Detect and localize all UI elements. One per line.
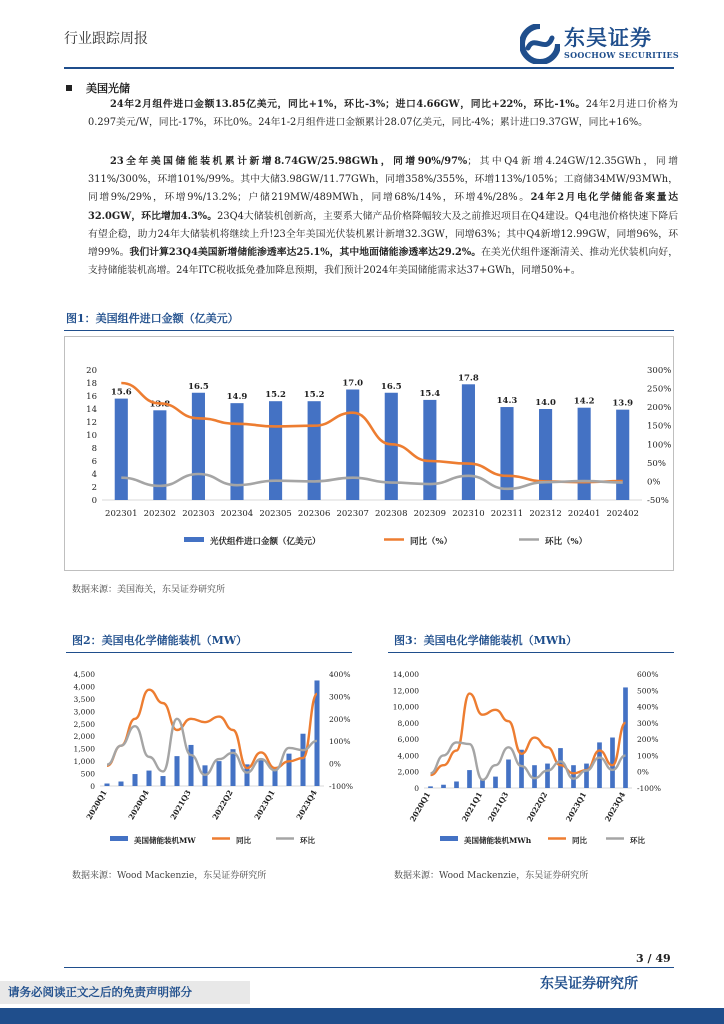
fig1-yleft-tick: 10 — [86, 431, 97, 441]
fig3-yright-tick: 300% — [637, 718, 659, 728]
fig2-bar — [160, 776, 165, 786]
fig3-bar — [480, 780, 485, 788]
page-number: 3 / 49 — [636, 952, 671, 965]
fig2-yleft-tick: 0 — [90, 782, 95, 791]
fig3-source: 数据来源：Wood Mackenzie，东吴证券研究所 — [394, 871, 589, 881]
fig2-yleft-tick: 3,500 — [73, 694, 95, 704]
fig1-yright-tick: 200% — [647, 403, 672, 414]
fig1-bar — [308, 401, 321, 500]
para2-bold3: 我们计算23Q4美国新增储能渗透率达25.1%，其中地面储能渗透率达29.2%。 — [129, 247, 482, 259]
fig2-x-tick: 2021Q3 — [168, 788, 193, 822]
fig2-yleft-tick: 4,000 — [73, 682, 95, 692]
fig2-bar — [300, 734, 305, 786]
paragraph-module-imports — [88, 96, 678, 132]
fig3-bar — [623, 687, 628, 788]
fig3-divider — [388, 652, 674, 653]
fig1-bar-label: 14.3 — [496, 396, 518, 407]
footer-org: 东吴证券研究所 — [540, 976, 638, 992]
fig2-legend-label: 同比 — [236, 836, 251, 845]
fig3-yleft-tick: 8,000 — [397, 718, 419, 728]
fig3-bar — [467, 770, 472, 788]
para2-bold1: 23全年美国储能装机累计新增8.74GW/25.98GWh，同增90%/97% — [110, 156, 468, 167]
section-heading — [66, 80, 130, 96]
fig1-bar — [500, 407, 513, 500]
fig1-yright-tick: 300% — [647, 366, 672, 376]
disclaimer-box — [0, 981, 250, 1004]
fig1-yleft-tick: 2 — [91, 483, 97, 493]
fig3-x-tick: 2021Q3 — [486, 790, 511, 824]
fig1-legend-label: 光伏组件进口金额（亿美元） — [210, 537, 321, 547]
fig1-yright-tick: 150% — [647, 421, 672, 432]
fig1-yright-tick: -50% — [647, 496, 669, 506]
fig1-yleft-tick: 16 — [86, 392, 97, 402]
fig3-x-tick: 2020Q1 — [408, 790, 433, 824]
fig1-x-tick: 202303 — [182, 509, 215, 519]
fig1-x-tick: 202301 — [105, 509, 138, 519]
para1-bold: 24年2月组件进口金额13.85亿美元，同比+1%，环比-3%；进口4.66GW，同比+22%，环比-1%。 — [110, 99, 586, 110]
fig2-yright-tick: 300% — [329, 692, 351, 702]
fig3-yright-tick: -100% — [637, 784, 661, 793]
fig3-line-yoy — [431, 694, 626, 775]
fig2-bar — [258, 760, 263, 786]
para1-text: 24年2月进口价格为0.297美元/W，同比-17%，环比0%。24年1-2月组件进口金额累计28.07亿美元，同比-4%；累计进口9.37GW，同比+16%。 — [88, 99, 678, 129]
fig2-line-mom — [107, 719, 317, 775]
fig2-chart — [64, 658, 354, 853]
fig3-bar — [506, 760, 511, 789]
fig3-yright-tick: 500% — [637, 686, 659, 696]
fig3-x-tick: 2021Q1 — [460, 790, 485, 824]
fig1-bar-label: 15.6 — [110, 387, 132, 398]
bottom-bar — [0, 1008, 724, 1024]
fig1-bar — [346, 390, 359, 501]
fig3-yright-tick: 600% — [637, 670, 659, 679]
fig1-x-tick: 202307 — [336, 509, 369, 519]
fig3-title: 图3：美国电化学储能装机（MWh） — [394, 634, 578, 647]
fig1-bar-label: 15.2 — [265, 390, 286, 401]
fig1-bar-label: 14.0 — [535, 398, 556, 408]
fig3-bar — [428, 786, 433, 788]
fig1-title: 图1：美国组件进口金额（亿美元） — [66, 312, 239, 325]
disclaimer-text: 请务必阅读正文之后的免责声明部分 — [8, 985, 192, 999]
fig3-bar — [571, 765, 576, 788]
fig1-yleft-tick: 14 — [86, 405, 97, 415]
fig2-x-tick: 2020Q1 — [84, 788, 109, 822]
fig1-legend-swatch-bar — [184, 537, 204, 542]
para2-text1: ；其中Q4新增4.24GW/12.35GWh，同增311%/300%，环增101%/99%。其中大储3.98GW/11.77GWh，同增358%/355%，环增113%/105%；工商储34MW/93MWh，同增9%/29%，环增9%/13.2%；户储219MW/489MWh，同增68%/14%，环增4%/28%。 — [88, 156, 679, 204]
fig1-x-tick: 202308 — [375, 509, 408, 519]
fig1-bar-label: 14.2 — [573, 396, 595, 407]
fig2-legend-swatch-bar — [110, 836, 128, 841]
fig2-bar — [216, 761, 221, 786]
fig2-yright-tick: 0% — [329, 759, 341, 769]
para2-text2: 23Q4大储装机创新高，主要系大储产品价格降幅较大及之前推迟项目在Q4建设。Q4电池价格快速下降后有望企稳，助力24年大储装机将继续上升!23全年美国光伏装机累计新增32.3GW，同增63%；其中Q4新增12.99GW，同增96%，环增99%。 — [88, 210, 678, 259]
fig1-divider — [64, 330, 674, 331]
fig1-legend-label: 同比（%） — [410, 537, 453, 547]
paragraph-storage — [88, 153, 678, 280]
fig1-bar-label: 16.5 — [380, 381, 402, 392]
fig3-bar — [454, 781, 459, 788]
footer-divider — [64, 967, 674, 968]
fig2-yleft-tick: 4,500 — [73, 670, 95, 679]
fig1-x-tick: 202401 — [567, 509, 601, 519]
fig1-yleft-tick: 4 — [91, 470, 97, 480]
fig1-yleft-tick: 0 — [91, 496, 97, 506]
fig1-x-tick: 202310 — [452, 509, 485, 519]
fig1-yright-tick: 50% — [647, 458, 666, 469]
fig1-bar — [539, 409, 552, 500]
fig1-x-tick: 202311 — [490, 509, 524, 519]
fig1-yleft-tick: 8 — [91, 444, 97, 454]
fig3-chart — [384, 658, 676, 853]
fig1-yright-tick: 0% — [647, 477, 661, 488]
fig3-yleft-tick: 14,000 — [392, 670, 419, 679]
fig3-bar — [441, 785, 446, 788]
fig3-x-tick: 2022Q2 — [525, 790, 550, 824]
fig2-yleft-tick: 1,000 — [73, 757, 95, 767]
fig1-bar-label: 15.2 — [303, 390, 325, 401]
fig2-yleft-tick: 1,500 — [73, 744, 95, 754]
fig3-yright-tick: 400% — [637, 702, 659, 712]
fig2-yright-tick: 400% — [329, 670, 351, 679]
logo-text-cn: 东吴证券 — [564, 25, 652, 50]
fig3-bar — [558, 748, 563, 788]
fig2-yleft-tick: 500 — [80, 769, 95, 779]
fig1-bar — [115, 399, 128, 500]
fig2-legend-label: 环比 — [300, 836, 315, 845]
fig2-x-tick: 2023Q1 — [252, 788, 277, 822]
para2-bold2: 24年2月电化学储能备案量达32.0GW，环比增加4.3%。 — [88, 192, 678, 222]
fig3-x-tick: 2023Q4 — [603, 790, 628, 824]
logo-text-en: SOOCHOW SECURITIES — [564, 50, 679, 60]
logo-mark-icon — [520, 24, 560, 64]
fig1-bar-label: 17.8 — [458, 373, 479, 384]
fig1-bar-label: 16.5 — [188, 381, 209, 392]
fig2-yleft-tick: 2,500 — [73, 719, 95, 729]
fig1-bar — [192, 393, 205, 500]
section-title: 美国光储 — [86, 82, 130, 95]
fig2-x-tick: 2022Q2 — [210, 788, 235, 822]
fig2-yright-tick: -100% — [329, 782, 353, 791]
fig3-bar — [519, 750, 524, 788]
fig2-bar — [132, 774, 137, 786]
fig1-bar — [462, 384, 475, 500]
fig1-source: 数据来源：美国海关，东吴证券研究所 — [72, 585, 226, 595]
fig1-x-tick: 202402 — [606, 509, 639, 519]
fig2-bar — [146, 771, 151, 786]
fig3-bar — [584, 764, 589, 788]
fig2-yleft-tick: 2,000 — [73, 732, 95, 742]
fig1-yleft-tick: 12 — [86, 418, 97, 428]
report-type-title: 行业跟踪周报 — [64, 31, 148, 47]
para2-text3: 在美光伏组件逐渐清关、推动光伏装机向好，支持储能装机高增。24年ITC税收抵免叠加降息预期，我们预计2024年美国储能需求达37+GWh，同增50%+。 — [88, 247, 678, 277]
fig1-bar — [269, 401, 282, 500]
fig1-legend-label: 环比（%） — [545, 537, 588, 547]
fig1-bar — [385, 393, 398, 500]
fig2-source: 数据来源：Wood Mackenzie，东吴证券研究所 — [72, 871, 267, 881]
fig1-x-tick: 202309 — [413, 509, 447, 519]
fig1-yleft-tick: 18 — [86, 379, 97, 389]
fig2-bar — [118, 782, 123, 786]
bullet-square-icon — [66, 85, 72, 91]
fig2-yright-tick: 100% — [329, 737, 351, 747]
fig1-x-tick: 202304 — [220, 509, 254, 519]
fig1-bar-label: 13.8 — [149, 399, 171, 410]
fig1-bar-label: 13.9 — [612, 398, 634, 409]
fig3-legend-label: 环比 — [630, 836, 645, 845]
company-logo — [520, 22, 690, 66]
fig2-yright-tick: 200% — [329, 714, 351, 724]
fig2-bar — [286, 754, 291, 786]
fig1-x-tick: 202305 — [259, 509, 292, 519]
fig3-legend-label: 同比 — [572, 836, 587, 845]
fig1-bar-label: 15.4 — [419, 388, 441, 399]
fig1-x-tick: 202302 — [143, 509, 177, 519]
fig1-chart — [64, 336, 674, 571]
fig2-x-tick: 2020Q4 — [126, 788, 151, 822]
fig1-bar — [616, 410, 629, 500]
fig3-x-tick: 2023Q1 — [564, 790, 589, 824]
fig2-bar — [174, 756, 179, 786]
fig2-bar — [104, 784, 109, 786]
fig2-yleft-tick: 3,000 — [73, 707, 95, 717]
fig3-bar — [597, 742, 602, 788]
fig3-yleft-tick: 6,000 — [397, 735, 419, 745]
fig1-yleft-tick: 20 — [86, 366, 97, 376]
fig3-yright-tick: 100% — [637, 751, 659, 761]
fig3-yleft-tick: 10,000 — [392, 702, 419, 712]
fig3-yright-tick: 0% — [637, 767, 649, 777]
fig3-yleft-tick: 12,000 — [392, 686, 419, 696]
fig3-yright-tick: 200% — [637, 735, 659, 745]
fig3-legend-label: 美国储能装机MWh — [464, 836, 532, 845]
fig3-yleft-tick: 0 — [414, 784, 419, 793]
fig1-yleft-tick: 6 — [91, 457, 97, 467]
fig3-bar — [545, 764, 550, 788]
fig1-yright-tick: 100% — [647, 440, 672, 451]
fig2-x-tick: 2023Q4 — [294, 788, 319, 822]
fig3-yleft-tick: 2,000 — [397, 767, 419, 777]
fig3-legend-swatch-bar — [440, 836, 458, 841]
header-divider — [64, 67, 674, 69]
fig1-bar-label: 14.9 — [226, 392, 248, 403]
fig1-bar — [578, 408, 591, 500]
fig2-legend-label: 美国储能装机MW — [134, 836, 196, 845]
fig1-x-tick: 202306 — [297, 509, 331, 519]
fig2-title: 图2：美国电化学储能装机（MW） — [72, 634, 248, 647]
fig2-divider — [66, 652, 352, 653]
fig1-yright-tick: 250% — [647, 384, 672, 395]
fig1-bar-label: 17.0 — [342, 378, 364, 389]
fig3-bar — [493, 777, 498, 788]
fig1-x-tick: 202312 — [529, 509, 562, 519]
fig2-bar — [188, 745, 193, 786]
fig3-yleft-tick: 4,000 — [397, 751, 419, 761]
